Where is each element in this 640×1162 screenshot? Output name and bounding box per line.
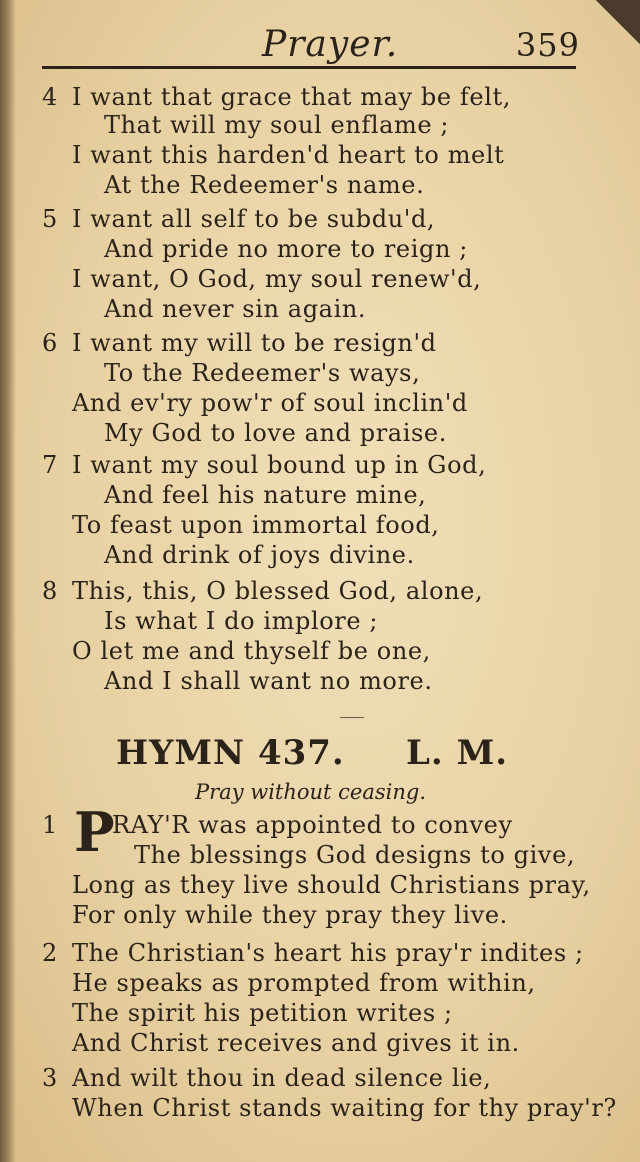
verse-line: And feel his nature mine, bbox=[104, 481, 427, 509]
stanza-number: 1 bbox=[42, 811, 58, 839]
verse-line: The spirit his petition writes ; bbox=[72, 999, 453, 1027]
verse-line: I want that grace that may be felt, bbox=[72, 83, 511, 111]
verse-line: And ev'ry pow'r of soul inclin'd bbox=[72, 389, 468, 417]
verse-line: I want all self to be subdu'd, bbox=[72, 205, 436, 233]
stanza-number: 6 bbox=[42, 329, 58, 357]
verse-line: To feast upon immortal food, bbox=[72, 511, 440, 539]
stanza-number: 8 bbox=[42, 577, 58, 605]
verse-line: I want, O God, my soul renew'd, bbox=[72, 265, 482, 293]
page-number: 359 bbox=[515, 26, 580, 64]
stanza-number: 4 bbox=[42, 83, 58, 111]
hymn-title: HYMN 437. bbox=[116, 733, 345, 773]
verse-line: When Christ stands waiting for thy pray'r? bbox=[72, 1094, 617, 1122]
verse-line: I want my soul bound up in God, bbox=[72, 451, 487, 479]
section-divider bbox=[340, 717, 364, 718]
verse-line: At the Redeemer's name. bbox=[104, 171, 425, 199]
hymn-meter: L. M. bbox=[406, 733, 509, 773]
hymn-subtitle: Pray without ceasing. bbox=[195, 780, 427, 804]
stanza-number: 7 bbox=[42, 451, 58, 479]
drop-cap: P bbox=[74, 800, 115, 864]
verse-line: I want this harden'd heart to melt bbox=[72, 141, 505, 169]
running-title: Prayer. bbox=[262, 24, 399, 65]
page-header bbox=[40, 24, 580, 64]
verse-line: This, this, O blessed God, alone, bbox=[72, 577, 484, 605]
header-rule bbox=[42, 66, 576, 69]
verse-line: The Christian's heart his pray'r indites ; bbox=[72, 939, 584, 967]
verse-line: My God to love and praise. bbox=[104, 419, 447, 447]
verse-line: RAY'R was appointed to convey bbox=[112, 811, 513, 839]
verse-line: For only while they pray they live. bbox=[72, 901, 508, 929]
verse-line: Is what I do implore ; bbox=[104, 607, 379, 635]
verse-line: And Christ receives and gives it in. bbox=[72, 1029, 520, 1057]
verse-line: And I shall want no more. bbox=[104, 667, 433, 695]
verse-line: I want my will to be resign'd bbox=[72, 329, 437, 357]
verse-line: The blessings God designs to give, bbox=[134, 841, 576, 869]
stanza-number: 3 bbox=[42, 1064, 58, 1092]
stanza-number: 5 bbox=[42, 205, 58, 233]
stanza-number: 2 bbox=[42, 939, 58, 967]
verse-line: And wilt thou in dead silence lie, bbox=[72, 1064, 492, 1092]
verse-line: And pride no more to reign ; bbox=[104, 235, 468, 263]
verse-line: O let me and thyself be one, bbox=[72, 637, 431, 665]
verse-line: And drink of joys divine. bbox=[104, 541, 415, 569]
verse-line: And never sin again. bbox=[104, 295, 367, 323]
folded-corner bbox=[596, 0, 640, 44]
verse-line: Long as they live should Christians pray, bbox=[72, 871, 591, 899]
verse-line: He speaks as prompted from within, bbox=[72, 969, 536, 997]
page-spine-shadow bbox=[0, 0, 16, 1162]
verse-line: To the Redeemer's ways, bbox=[104, 359, 421, 387]
verse-line: That will my soul enflame ; bbox=[104, 111, 450, 139]
